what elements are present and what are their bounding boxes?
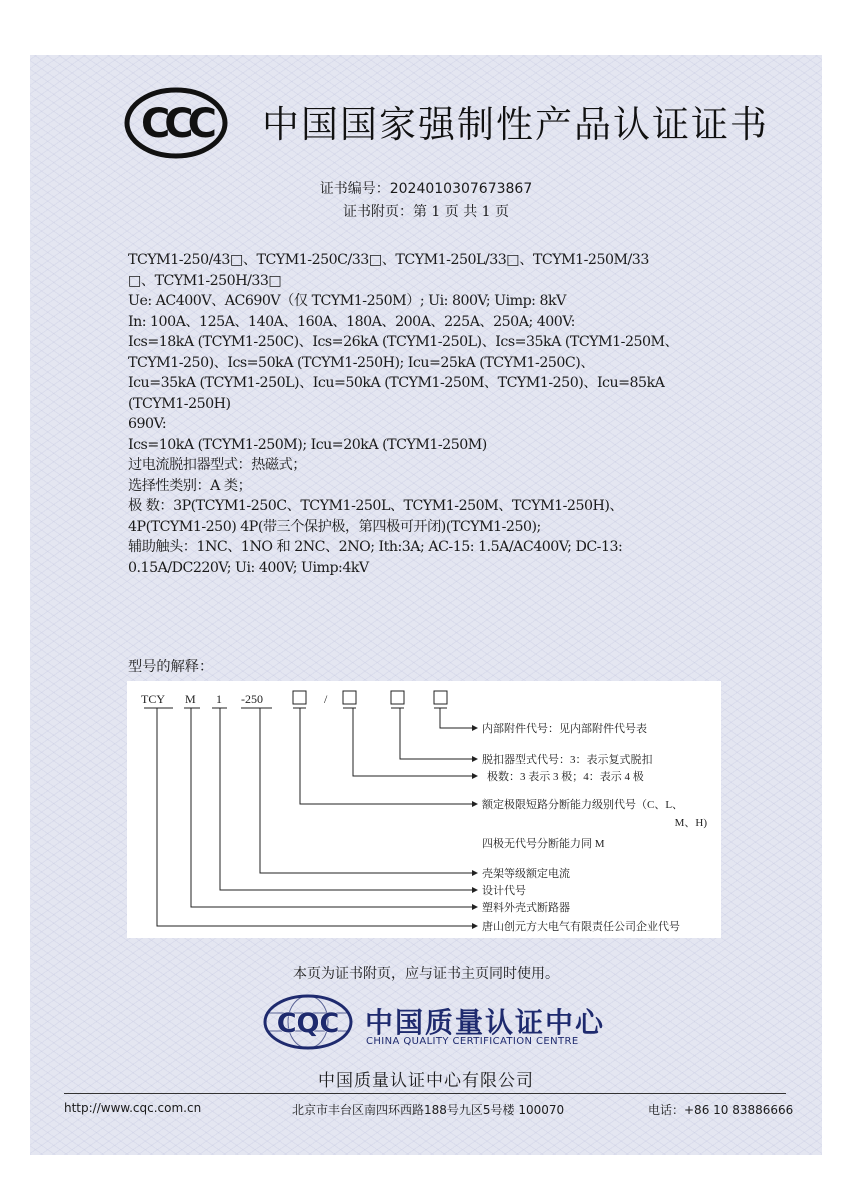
- ccc-logo: [124, 87, 228, 159]
- diagram-label: 额定极限短路分断能力级别代号（C、L、: [482, 799, 684, 811]
- footer-url[interactable]: http://www.cqc.com.cn: [64, 1101, 202, 1115]
- page-title: 中国国家强制性产品认证证书: [262, 103, 769, 146]
- cert-page: [0, 201, 852, 221]
- spec-line: 选择性类别：A 类；: [128, 477, 252, 494]
- placeholder-box: [343, 691, 356, 704]
- model-explanation-title: 型号的解释：: [128, 659, 214, 675]
- cert-number-label: 证书编号：: [319, 181, 390, 197]
- cert-page-value: 第 1 页 共 1 页: [412, 204, 510, 220]
- spec-line: (TCYM1-250H): [128, 395, 231, 412]
- diagram-label: 设计代号: [482, 885, 526, 897]
- spec-line: 极 数：3P(TCYM1-250C、TCYM1-250L、TCYM1-250M、TCYM1-250H)、: [128, 498, 624, 514]
- issuer-name-en: CHINA QUALITY CERTIFICATION CENTRE: [366, 1036, 579, 1047]
- diagram-label: 脱扣器型式代号：3：表示复式脱扣: [482, 754, 653, 766]
- footer-address: 北京市丰台区南四环西路188号九区5号楼 100070: [292, 1103, 565, 1117]
- diagram-label: 唐山创元方大电气有限责任公司企业代号: [482, 921, 680, 933]
- spec-line: 4P(TCYM1-250) 4P(带三个保护极，第四极可开闭)(TCYM1-250);: [128, 518, 541, 535]
- placeholder-box: [391, 691, 404, 704]
- code-part: M: [185, 692, 196, 706]
- diagram-label: 内部附件代号：见内部附件代号表: [482, 723, 647, 735]
- spec-line: 0.15A/DC220V; Ui: 400V; Uimp:4kV: [128, 559, 369, 576]
- spec-line: TCYM1-250/43□、TCYM1-250C/33□、TCYM1-250L/33□、TCYM1-250M/33: [128, 252, 649, 268]
- spec-line: Icu=35kA (TCYM1-250L)、Icu=50kA (TCYM1-250M、TCYM1-250)、Icu=85kA: [128, 375, 665, 391]
- code-part: /: [324, 692, 328, 706]
- spec-line: In: 100A、125A、140A、160A、180A、200A、225A、250A; 400V:: [128, 313, 575, 330]
- spec-line: □、TCYM1-250H/33□: [128, 272, 282, 289]
- ccc-logo-text: CCC: [140, 101, 212, 147]
- issuer-name-cn: 中国质量认证中心: [365, 1006, 606, 1039]
- product-specs: [128, 250, 728, 578]
- spec-line: Ue: AC400V、AC690V（仅 TCYM1-250M）; Ui: 800V; Uimp: 8kV: [128, 293, 566, 309]
- cqc-logo-text: CQC: [276, 1008, 340, 1039]
- cert-number: [0, 178, 852, 198]
- footer-divider: [64, 1093, 786, 1094]
- model-code-diagram: [127, 681, 721, 938]
- placeholder-box: [434, 691, 447, 704]
- diagram-label: 塑料外壳式断路器: [482, 902, 570, 914]
- spec-line: 过电流脱扣器型式：热磁式；: [128, 457, 306, 473]
- diagram-label: 壳架等级额定电流: [482, 868, 570, 880]
- cert-page-label: 证书附页：: [342, 204, 413, 220]
- footer-phone: 电话：+86 10 83886666: [648, 1103, 794, 1117]
- cert-number-value: 2024010307673867: [389, 181, 533, 197]
- code-part: TCY: [141, 692, 165, 706]
- spec-line: 辅助触头：1NC、1NO 和 2NC、2NO; Ith:3A; AC-15: 1.5A/AC400V; DC-13:: [128, 539, 623, 555]
- spec-line: 690V:: [128, 416, 167, 432]
- code-part: 1: [216, 692, 222, 706]
- issuer-company: 中国质量认证中心有限公司: [318, 1071, 534, 1091]
- diagram-label: 极数：3 表示 3 极；4：表示 4 极: [487, 771, 644, 783]
- spec-line: Ics=18kA (TCYM1-250C)、Ics=26kA (TCYM1-250L)、Ics=35kA (TCYM1-250M、: [128, 334, 679, 350]
- code-part: -250: [241, 692, 263, 706]
- attachment-note: 本页为证书附页，应与证书主页同时使用。: [293, 966, 559, 982]
- placeholder-box: [293, 691, 306, 704]
- spec-line: TCYM1-250)、Ics=50kA (TCYM1-250H); Icu=25kA (TCYM1-250C)、: [128, 354, 595, 371]
- cqc-logo: [262, 993, 354, 1051]
- diagram-label: M、H): [674, 817, 707, 829]
- diagram-label: 四极无代号分断能力同 M: [482, 838, 605, 850]
- spec-line: Ics=10kA (TCYM1-250M); Icu=20kA (TCYM1-250M): [128, 436, 487, 453]
